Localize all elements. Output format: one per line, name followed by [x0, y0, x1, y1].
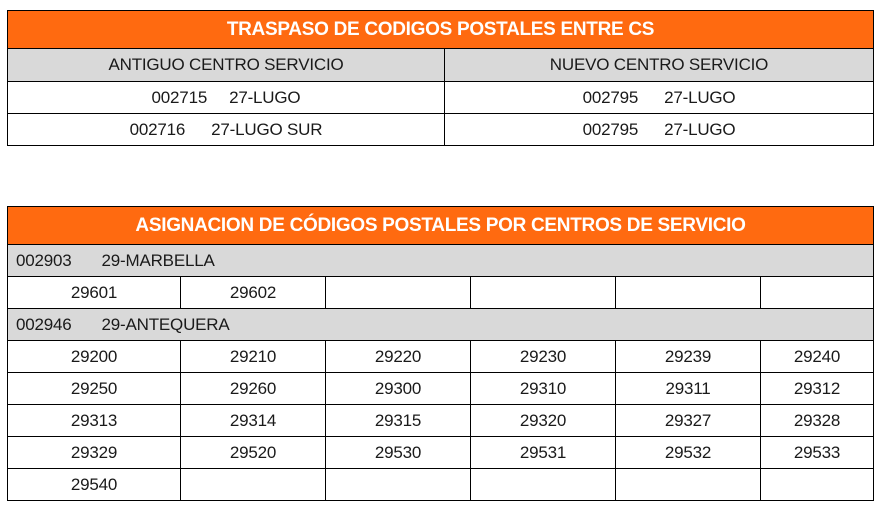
- traspaso-title: TRASPASO DE CODIGOS POSTALES ENTRE CS: [8, 11, 874, 49]
- postcode-cell: 29532: [616, 437, 761, 469]
- postcode-cell: [326, 469, 471, 501]
- center-code: 002946: [16, 314, 72, 334]
- postcode-cell: 29260: [181, 373, 326, 405]
- postcode-cell: 29531: [471, 437, 616, 469]
- postcode-cell: 29312: [761, 373, 874, 405]
- postcode-cell: 29540: [8, 469, 181, 501]
- new-center-name: 27-LUGO: [664, 87, 736, 107]
- postcode-cell: [326, 277, 471, 309]
- postcode-cell: 29533: [761, 437, 874, 469]
- postcode-cell: 29520: [181, 437, 326, 469]
- postcode-cell: 29250: [8, 373, 181, 405]
- postcode-cell: 29310: [471, 373, 616, 405]
- postcode-cell: 29239: [616, 341, 761, 373]
- postcode-cell: [761, 277, 874, 309]
- center-header-row: [8, 245, 874, 277]
- postcode-cell: [616, 469, 761, 501]
- center-header-cell: [8, 309, 874, 341]
- postcode-cell: [761, 469, 874, 501]
- center-code: 002903: [16, 250, 72, 270]
- postcode-cell: 29300: [326, 373, 471, 405]
- postcode-cell: [616, 277, 761, 309]
- old-center-cell: [8, 114, 445, 146]
- traspaso-table: [7, 10, 874, 146]
- postcode-cell: 29530: [326, 437, 471, 469]
- postcode-cell: 29320: [471, 405, 616, 437]
- new-center-cell: [445, 82, 874, 114]
- old-center-cell: [8, 82, 445, 114]
- old-center-code: 002715: [151, 87, 208, 107]
- postcode-cell: 29602: [181, 277, 326, 309]
- new-center-code: 002795: [582, 87, 639, 107]
- old-center-name: 27-LUGO SUR: [211, 119, 323, 139]
- postcode-cell: 29601: [8, 277, 181, 309]
- postcode-cell: 29200: [8, 341, 181, 373]
- old-center-code: 002716: [129, 119, 186, 139]
- table-row: [8, 82, 874, 114]
- postcode-cell: [181, 469, 326, 501]
- center-header-row: [8, 309, 874, 341]
- new-center-code: 002795: [582, 119, 639, 139]
- table-row: [8, 341, 874, 373]
- postcode-cell: 29313: [8, 405, 181, 437]
- column-header-new-center: NUEVO CENTRO SERVICIO: [445, 49, 874, 82]
- table-row: [8, 469, 874, 501]
- postcode-cell: 29210: [181, 341, 326, 373]
- table-row: [8, 437, 874, 469]
- table-row: [8, 405, 874, 437]
- postcode-cell: 29328: [761, 405, 874, 437]
- postcode-cell: [471, 469, 616, 501]
- postcode-cell: 29315: [326, 405, 471, 437]
- table-row: [8, 373, 874, 405]
- postcode-cell: 29314: [181, 405, 326, 437]
- postcode-cell: [471, 277, 616, 309]
- postcode-cell: 29311: [616, 373, 761, 405]
- postcode-cell: 29240: [761, 341, 874, 373]
- center-header-cell: [8, 245, 874, 277]
- new-center-name: 27-LUGO: [664, 119, 736, 139]
- table-row: [8, 277, 874, 309]
- postcode-cell: 29329: [8, 437, 181, 469]
- column-header-old-center: ANTIGUO CENTRO SERVICIO: [8, 49, 445, 82]
- table-row: [8, 114, 874, 146]
- postcode-cell: 29220: [326, 341, 471, 373]
- center-name: 29-ANTEQUERA: [101, 314, 230, 334]
- asignacion-title: ASIGNACION DE CÓDIGOS POSTALES POR CENTROS DE SERVICIO: [8, 207, 874, 245]
- postcode-cell: 29327: [616, 405, 761, 437]
- old-center-name: 27-LUGO: [229, 87, 301, 107]
- asignacion-table: [7, 206, 874, 501]
- center-name: 29-MARBELLA: [101, 250, 215, 270]
- postcode-cell: 29230: [471, 341, 616, 373]
- new-center-cell: [445, 114, 874, 146]
